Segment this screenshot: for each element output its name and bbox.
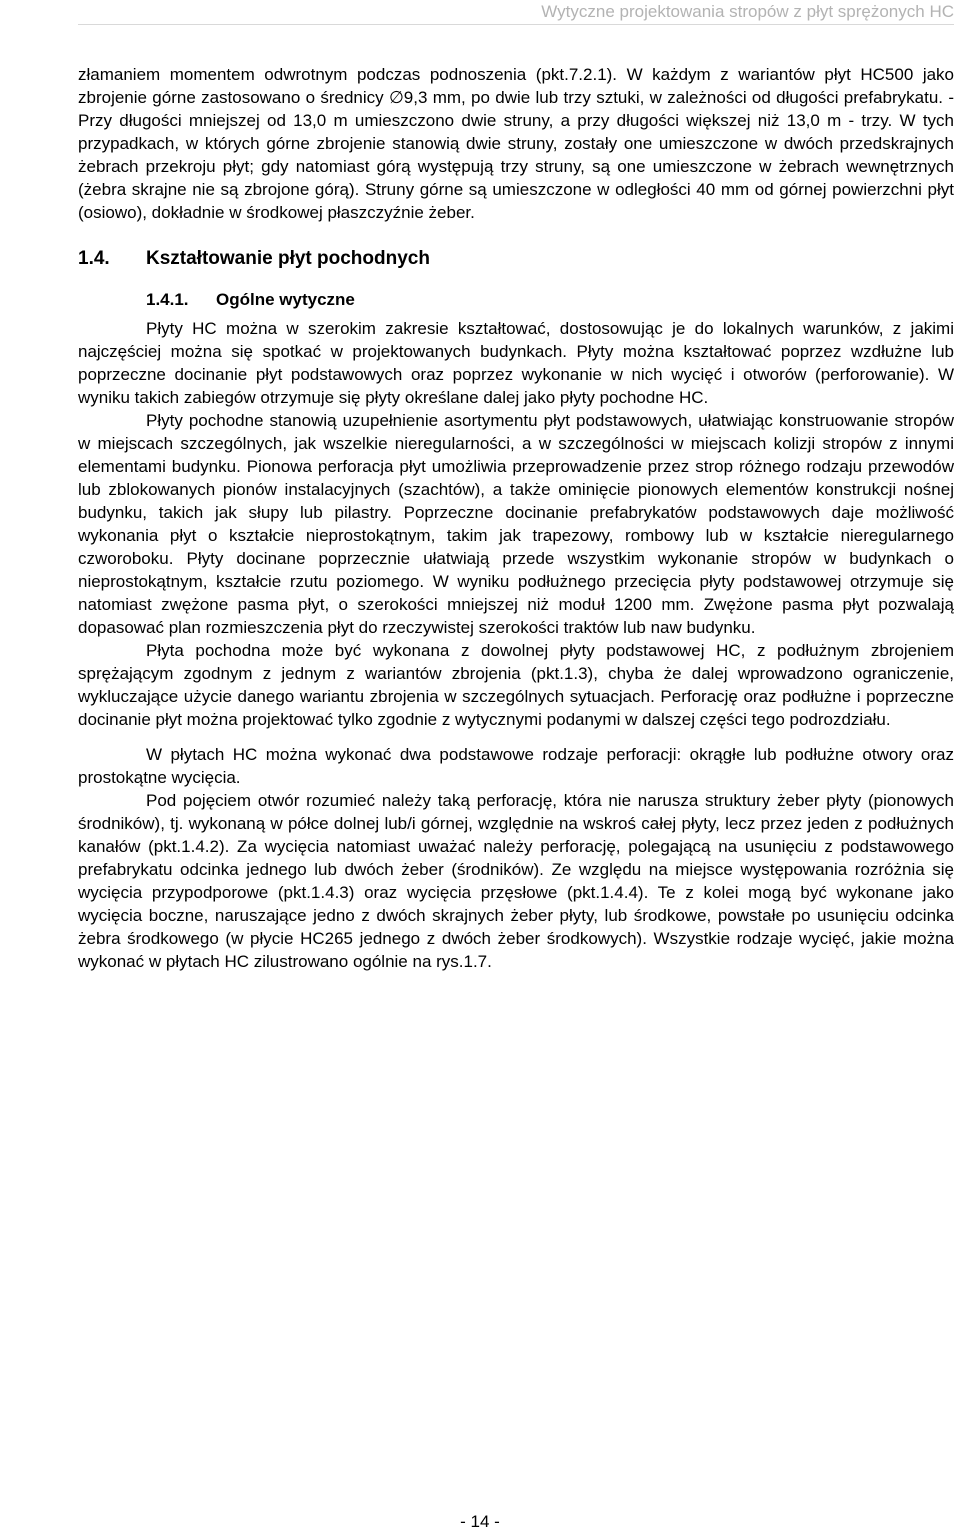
paragraph-gap	[78, 731, 954, 743]
section-title: Kształtowanie płyt pochodnych	[146, 248, 430, 269]
subsection-title: Ogólne wytyczne	[216, 290, 355, 309]
section-number: 1.4.	[78, 248, 110, 269]
paragraph: W płytach HC można wykonać dwa podstawowe rodzaje perforacji: okrągłe lub podłużne otwory oraz prostokątne wycięcia.	[78, 745, 954, 787]
page-number: - 14 -	[460, 1512, 500, 1531]
paragraph: Płyty pochodne stanowią uzupełnienie asortymentu płyt podstawowych, ułatwiając konstruowanie stropów w miejscach szczególnych, jak wszelkie nieregularności, a w szczególności w miejscach kolizji stropów z innymi elementami budynku. Pionowa perforacja płyt umożliwia przeprowadzenie przez strop różnego rodzaju przewodów lub zblokowanych pionów instalacyjnych (szachtów), a także ominięcie pionowych elementów konstrukcji nośnej budynku, takich jak słupy lub pilastry. Poprzeczne docinanie prefabrykatów podstawowych daje możliwość wykonania płyt o kształcie nieprostokątnym, takim jak trapezowy, rombowy lub w kształcie nieregularnego czworoboku. Płyty docinane poprzecznie ułatwiają przede wszystkim wykonanie stropów w budynkach o nieprostokątnym, kształcie rzutu poziomego. W wyniku podłużnego przecięcia płyty podstawowej otrzymuje się natomiast zwężone pasma płyt, o szerokości mniejszej niż moduł 1200 mm. Zwężone pasma płyt pozwalają dopasować plan rozmieszczenia płyt do rzeczywistej szerokości traktów lub naw budynku.	[78, 411, 954, 637]
running-header: Wytyczne projektowania stropów z płyt sprężonych HC	[78, 2, 954, 25]
paragraph: Pod pojęciem otwór rozumieć należy taką perforację, która nie narusza struktury żeber płyty (pionowych środników), tj. wykonaną w półce dolnej lub/i górnej, względnie na wskroś całej płyty, lecz przez jeden z podłużnych kanałów (pkt.1.4.2). Za wycięcia natomiast uważać należy perforację, polegającą na usunięciu z podstawowego prefabrykatu odcinka jednego lub dwóch żeber (środników). Ze względu na miejsce występowania rozróżnia się wycięcia przypodporowe (pkt.1.4.3) oraz wycięcia przęsłowe (pkt.1.4.4). Te z kolei mogą być wykonane jako wycięcia boczne, naruszające jedno z dwóch skrajnych żeber płyty, lub środkowe, powstałe po usunięciu odcinka żebra środkowego (w płycie HC265 jednego z dwóch żeber środkowych). Wszystkie rodzaje wycięć, jakie można wykonać w płytach HC zilustrowano ogólnie na rys.1.7.	[78, 791, 954, 971]
subsection-heading	[146, 288, 954, 311]
section-heading	[78, 246, 954, 272]
subsection-number: 1.4.1.	[146, 290, 189, 309]
paragraph: Płyta pochodna może być wykonana z dowolnej płyty podstawowej HC, z podłużnym zbrojeniem sprężającym zgodnym z jednym z wariantów zbrojenia (pkt.1.3), chyba że dalej wprowadzono ograniczenie, wykluczające użycie danego wariantu zbrojenia w szczególnych sytuacjach. Perforację oraz podłużne i poprzeczne docinanie płyt można projektować tylko zgodnie z wytycznymi podanymi w dalszej części tego podrozdziału.	[78, 641, 954, 729]
paragraph: Płyty HC można w szerokim zakresie kształtować, dostosowując je do lokalnych warunków, z jakimi najczęściej można się spotkać w projektowanych budynkach. Płyty można kształtować poprzez wzdłużne lub poprzeczne docinanie płyt podstawowych oraz poprzez wykonanie w nich wycięć i otworów (perforowanie). W wyniku takich zabiegów otrzymuje się płyty określane dalej jako płyty pochodne HC.	[78, 319, 954, 407]
document-body	[78, 63, 954, 973]
paragraph-continuation: złamaniem momentem odwrotnym podczas podnoszenia (pkt.7.2.1). W każdym z wariantów płyt HC500 jako zbrojenie górne zastosowano o średnicy ∅9,3 mm, po dwie lub trzy sztuki, w zależności od długości prefabrykatu. - Przy długości mniejszej od 13,0 m umieszczono dwie struny, a przy długości większej niż 13,0 m - trzy. W tych przypadkach, w których górne zbrojenie stanowią dwie struny, zostały one umieszczone w dwóch przedskrajnych żebrach przekroju płyt; gdy natomiast górą występują trzy struny, są one umieszczone w żebrach wewnętrznych (żebra skrajne nie są zbrojone górą). Struny górne są umieszczone w odległości 40 mm od górnej powierzchni płyt (osiowo), dokładnie w środkowej płaszczyźnie żeber.	[78, 65, 954, 222]
